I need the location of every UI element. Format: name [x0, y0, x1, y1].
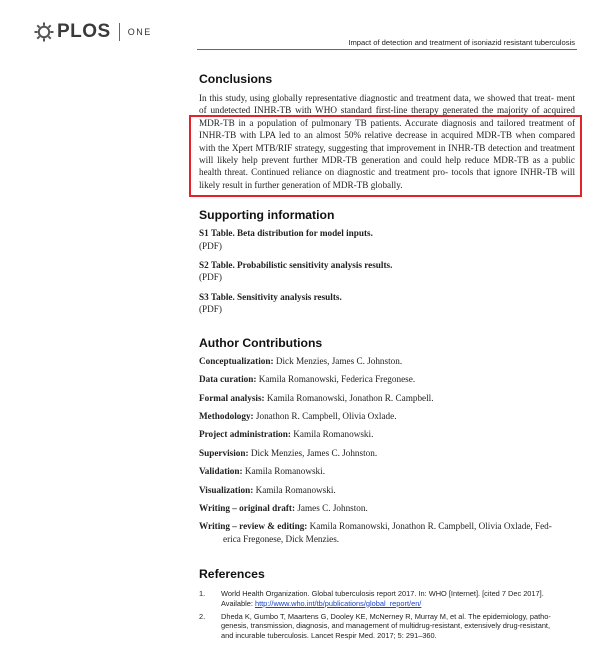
contribution-names: Dick Menzies, James C. Johnston. — [273, 355, 403, 366]
reference-number: 1. — [199, 589, 206, 599]
conclusions-section — [199, 72, 575, 191]
header-divider — [197, 49, 577, 50]
contribution-names: Kamila Romanowski, Federica Fregonese. — [256, 374, 416, 385]
supporting-information-section — [199, 208, 575, 315]
conclusions-heading: Conclusions — [199, 72, 273, 86]
reference-text — [221, 612, 575, 640]
reference-item — [199, 612, 575, 640]
logo-wordmark: PLOS — [57, 21, 111, 42]
contribution-entry — [199, 484, 575, 496]
supporting-item-link[interactable]: S1 Table. Beta distribution for model inputs. — [199, 228, 373, 239]
reference-available-label: Available: — [221, 598, 255, 608]
reference-list — [199, 589, 575, 640]
reference-line: World Health Organization. Global tuberculosis report 2017. In: WHO [Internet]. [cited 7 Dec 2017]. — [221, 589, 544, 599]
reference-link[interactable]: http://www.who.int/tb/publications/global_report/en/ — [254, 598, 422, 608]
supporting-item-format: (PDF) — [199, 272, 222, 283]
contribution-entry — [199, 373, 575, 385]
reference-number: 2. — [199, 611, 206, 621]
plos-one-logo[interactable] — [34, 22, 152, 42]
supporting-item — [199, 259, 575, 284]
contribution-entry — [199, 410, 575, 422]
article-content — [199, 72, 575, 640]
contribution-role: Validation: — [199, 466, 243, 477]
contribution-role: Data curation: — [199, 374, 257, 385]
page-header — [0, 0, 611, 60]
contribution-names: James C. Johnston. — [295, 502, 368, 513]
references-section — [199, 567, 575, 640]
contribution-role: Methodology: — [199, 410, 254, 421]
contribution-role: Supervision: — [199, 447, 249, 458]
conclusions-line: acquired MDR-TB in a population of pulmonary TB patients. Accurate diagnosis and tailored — [199, 105, 575, 128]
references-heading: References — [199, 567, 265, 582]
contribution-entry — [199, 428, 575, 440]
conclusions-line: In this study, using globally representative diagnostic and treatment data, we showed that treat- — [199, 93, 554, 103]
logo-journal-name: ONE — [127, 27, 152, 37]
contribution-names: Dick Menzies, James C. Johnston. — [248, 447, 378, 458]
supporting-item-link[interactable]: S3 Table. Sensitivity analysis results. — [199, 291, 342, 302]
running-title: Impact of detection and treatment of isoniazid resistant tuberculosis — [348, 38, 575, 47]
contribution-role: Writing – review & editing: — [199, 521, 308, 532]
reference-line: genesis, transmission, diagnosis, and management of multidrug-resistant, extensively drug-resistant, — [221, 621, 551, 631]
contribution-entry — [199, 355, 575, 367]
contribution-role: Formal analysis: — [199, 392, 265, 403]
reference-item — [199, 589, 575, 608]
contribution-entry — [199, 520, 575, 545]
supporting-item-format: (PDF) — [199, 240, 222, 251]
reference-text — [221, 589, 575, 608]
supporting-information-heading: Supporting information — [199, 208, 335, 223]
supporting-item-link[interactable]: S2 Table. Probabilistic sensitivity analysis results. — [199, 260, 393, 271]
conclusions-line: ment of undetected INHR-TB with WHO standard first-line therapy generated the majority of — [199, 93, 575, 116]
supporting-item — [199, 227, 575, 252]
author-contributions-heading: Author Contributions — [199, 335, 323, 350]
conclusions-line: tocols that ignore INHR-TB will likely result in further generation of MDR-TB globally. — [199, 167, 575, 190]
contribution-role: Project administration: — [199, 429, 291, 440]
contribution-role: Visualization: — [199, 484, 254, 495]
contribution-entry — [199, 447, 575, 459]
plos-sunburst-icon — [34, 22, 54, 42]
contribution-names-continued: erica Fregonese, Dick Menzies. — [223, 533, 340, 544]
contribution-names: Kamila Romanowski, Jonathon R. Campbell. — [264, 392, 434, 403]
conclusions-paragraph — [199, 92, 575, 191]
contribution-names: Kamila Romanowski. — [242, 466, 326, 477]
contribution-entry — [199, 465, 575, 477]
contribution-role: Conceptualization: — [199, 355, 274, 366]
reference-line: Dheda K, Gumbo T, Maartens G, Dooley KE, McNerney R, Murray M, et al. The epidemiology, patho- — [221, 611, 551, 621]
contribution-role: Writing – original draft: — [199, 502, 296, 513]
contribution-names: Kamila Romanowski, Jonathon R. Campbell, Olivia Oxlade, Fed- — [307, 521, 552, 532]
conclusions-line: when compared with the Xpert MTB/RIF strategy, suggesting that improvement in INHR-TB — [199, 130, 576, 153]
conclusions-line: reduce MDR-TB as a public health threat. Continued reliance on diagnostic and treatment pro- — [199, 155, 575, 178]
contribution-names: Jonathon R. Campbell, Olivia Oxlade. — [253, 410, 397, 421]
reference-line — [221, 599, 575, 608]
contribution-names: Kamila Romanowski. — [253, 484, 336, 495]
logo-divider — [119, 23, 120, 41]
supporting-item — [199, 291, 575, 316]
contribution-names: Kamila Romanowski. — [290, 429, 374, 440]
conclusions-line: detection and treatment will likely help prevent further MDR-TB generation and could help — [199, 142, 575, 166]
supporting-item-format: (PDF) — [199, 304, 222, 315]
author-contributions-section — [199, 336, 575, 545]
contribution-entry — [199, 502, 575, 514]
reference-line: and incurable tuberculosis. Lancet Respir Med. 2017; 5: 291–360. — [221, 630, 437, 640]
conclusions-line: treatment of INHR-TB with LPA led to an almost 50% relative decrease in acquired MDR-TB — [199, 117, 576, 141]
contribution-entry — [199, 392, 575, 404]
